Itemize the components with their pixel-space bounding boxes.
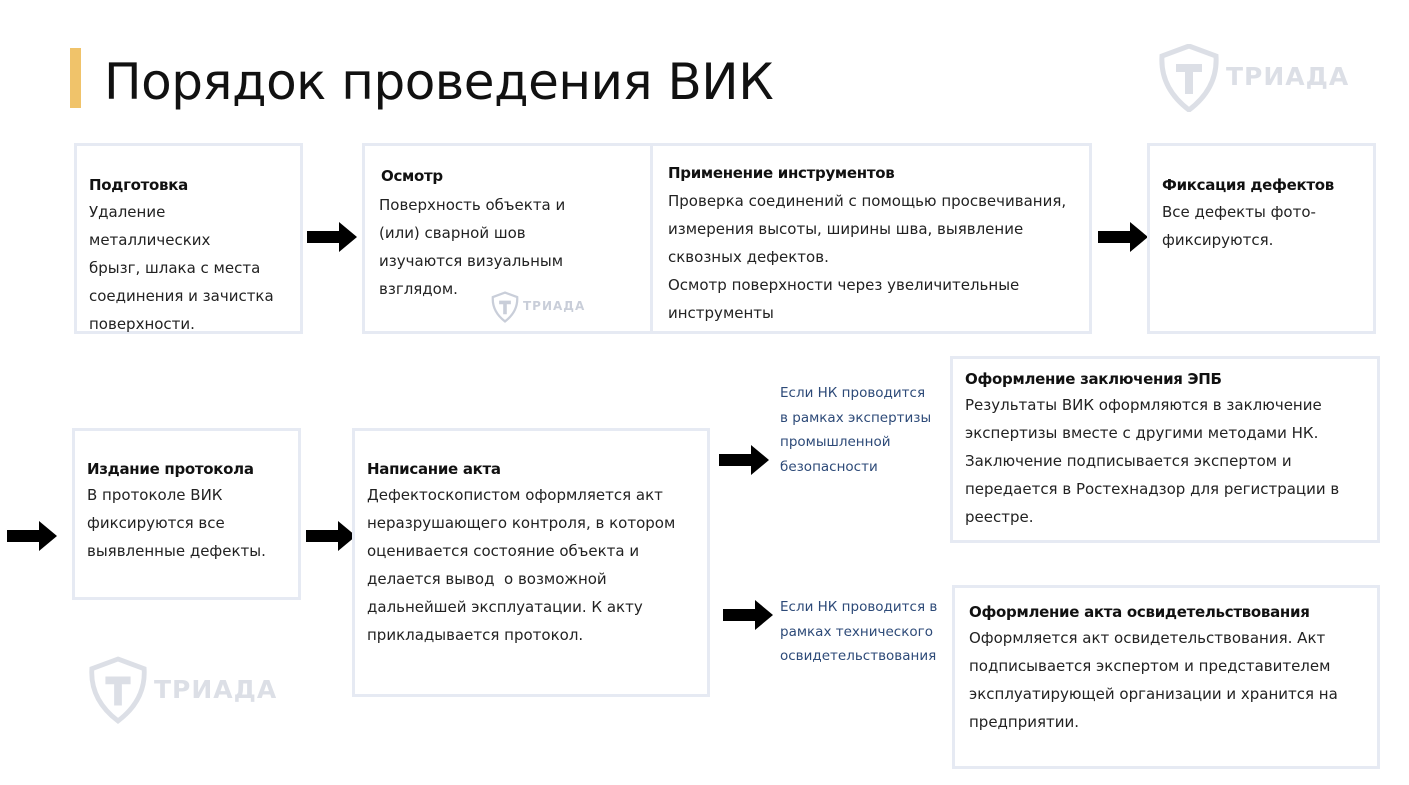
step-text-line: инструменты [668, 304, 774, 322]
step-text-line: прикладывается протокол. [367, 626, 584, 644]
arrow-right-icon [7, 521, 57, 551]
step-heading: Оформление акта освидетельствования [969, 603, 1310, 621]
shield-logo-icon [88, 656, 148, 724]
step-survey-act [952, 585, 1380, 769]
step-text-line: Заключение подписывается экспертом и [965, 452, 1292, 470]
step-text-line: экспертизы вместе с другими методами НК. [965, 424, 1319, 442]
arrow-right-icon [307, 222, 357, 252]
step-text-line: выявленные дефекты. [87, 542, 266, 560]
note-line: в рамках экспертизы [780, 409, 932, 426]
shield-logo-icon [491, 291, 519, 323]
step-instruments [650, 143, 1092, 334]
step-text-line: реестре. [965, 508, 1034, 526]
note-line: рамках технического [780, 623, 933, 640]
step-text-line: поверхности. [89, 315, 195, 333]
step-heading: Оформление заключения ЭПБ [965, 370, 1222, 388]
step-text-line: Оформляется акт освидетельствования. Акт [969, 629, 1326, 647]
brand-logo-bottom [88, 656, 278, 724]
step-text-line: Дефектоскопистом оформляется акт [367, 486, 663, 504]
shield-logo-icon [1158, 44, 1220, 112]
step-text-line: взглядом. [379, 280, 458, 298]
arrow-right-icon [719, 445, 769, 475]
step-heading: Написание акта [367, 460, 501, 478]
step-fixation [1147, 143, 1376, 334]
step-text-line: оценивается состояние объекта и [367, 542, 640, 560]
step-text-line: (или) сварной шов [379, 224, 526, 242]
step-heading: Издание протокола [87, 460, 254, 478]
step-text-line: брызг, шлака с места [89, 259, 261, 277]
note-line: освидетельствования [780, 648, 937, 664]
step-text-line: дальнейшей эксплуатации. К акту [367, 598, 643, 616]
step-text-line: эксплуатирующей организации и хранится на [969, 685, 1338, 703]
step-text-line: фиксируются все [87, 514, 225, 532]
brand-logo-text: ТРИАДА [523, 299, 586, 313]
step-text-line: Проверка соединений с помощью просвечивания, [668, 192, 1067, 210]
step-text-line: предприятии. [969, 713, 1080, 731]
step-heading: Подготовка [89, 176, 188, 194]
step-text-line: соединения и зачистка [89, 287, 274, 305]
step-heading: Фиксация дефектов [1162, 176, 1334, 194]
arrow-right-icon [306, 521, 356, 551]
step-text-line: Все дефекты фото- [1162, 203, 1316, 221]
step-text-line: передается в Ростехнадзор для регистрации в [965, 480, 1340, 498]
step-text-line: делается вывод о возможной [367, 570, 607, 588]
step-inspection [362, 143, 653, 334]
arrow-right-icon [723, 600, 773, 630]
step-epb-conclusion [950, 356, 1380, 543]
note-line: Если НК проводится [780, 385, 926, 401]
step-text-line: фиксируются. [1162, 231, 1274, 249]
note-line: Если НК проводится в [780, 599, 938, 615]
condition-note-expertise [780, 381, 931, 479]
step-text-line: Удаление металлических [89, 203, 211, 249]
step-text-line: измерения высоты, ширины шва, выявление [668, 220, 1024, 238]
brand-logo-watermark [491, 291, 586, 323]
step-text-line: В протоколе ВИК [87, 486, 223, 504]
step-preparation [74, 143, 303, 334]
note-line: безопасности [780, 458, 878, 475]
step-text-line: Результаты ВИК оформляются в заключение [965, 396, 1322, 414]
step-protocol [72, 428, 301, 600]
title-accent-bar [70, 48, 81, 108]
step-text-line: неразрушающего контроля, в котором [367, 514, 676, 532]
step-text-line: Поверхность объекта и [379, 196, 566, 214]
step-text-line: подписывается экспертом и представителем [969, 657, 1331, 675]
step-text-line: Осмотр поверхности через увеличительные [668, 276, 1020, 294]
step-text-line: сквозных дефектов. [668, 248, 829, 266]
step-text-line: изучаются визуальным [379, 252, 564, 270]
condition-note-technical [780, 595, 937, 669]
step-heading: Осмотр [381, 167, 443, 185]
step-act [352, 428, 710, 697]
page-title: Порядок проведения ВИК [104, 53, 774, 111]
brand-logo-text: ТРИАДА [154, 675, 278, 704]
brand-logo-top [1158, 44, 1350, 112]
note-line: промышленной [780, 434, 891, 450]
step-heading: Применение инструментов [668, 164, 895, 182]
brand-logo-text: ТРИАДА [1226, 62, 1350, 91]
arrow-right-icon [1098, 222, 1148, 252]
